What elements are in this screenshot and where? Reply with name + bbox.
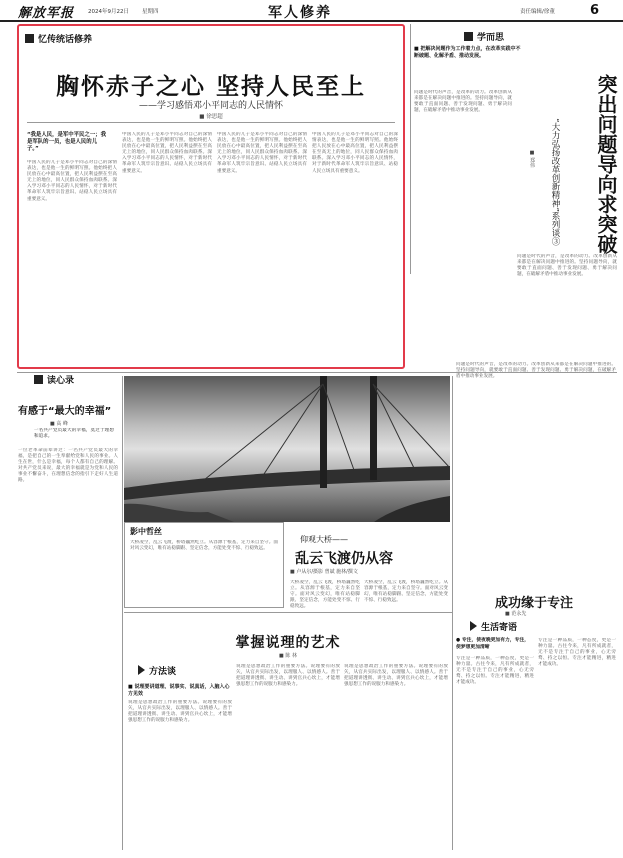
focus-body-col1: 专注是一种品质，一种态度，更是一种力量。古往今来，凡有所成就者，无不是专注于自己的事业，心无旁骛、持之以恒。专注才能精进，精进才能成功。 [456, 656, 534, 686]
square-icon [464, 32, 473, 41]
bridge-illustration [124, 376, 450, 522]
pull-quote: “我是人民，是军中平民之一；我是军队的一员，也是人民的儿子。” [27, 132, 107, 152]
xuemu-series: “大力弘扬改革创新精神”系列谈③ [550, 118, 560, 246]
reader-tag [34, 373, 74, 385]
article-body-col2: 中国人民的儿子是邓小平同志对自己的深情表达，也是他一生的鲜明写照。他始终把人民放在心中最高位置，把人民利益摆在至高无上的地位，同人民群众保持血肉联系。深入学习邓小平同志的人民情怀，对于新时代革命军人筑牢宗旨意识、站稳人民立场具有重要意义。 [122, 132, 212, 174]
column-divider [122, 376, 123, 850]
photo-caption-text: 大桥凌空，乱云飞渡，桥塔巍然屹立。从容源于根基，定力来自坚守。面对风云变幻，唯有站稳脚跟、坚定信念，方能处变不惊、行稳致远。 [130, 540, 278, 552]
method-lead: ■ 说理要讲道理、说事实、说真话，入脑入心方见效 [128, 684, 230, 697]
xuemu-body-col1: 问题是时代的声音，是改革的动力。改革创新从来都是在解决问题中推进的。坚持问题导向，就要敢于直面问题、善于发现问题、勇于解决问题，在破解矛盾中推动事业发展。 [414, 90, 512, 114]
focus-author: ■ 范永先 [505, 611, 527, 617]
article-body-col3: 中国人民的儿子是邓小平同志对自己的深情表达，也是他一生的鲜明写照。他始终把人民放在心中最高位置，把人民利益摆在至高无上的地位，同人民群众保持血肉联系。深入学习邓小平同志的人民情怀，对于新时代革命军人筑牢宗旨意识、站稳人民立场具有重要意义。 [217, 132, 307, 174]
reader-lead: 一名共产党员最大的幸福，莫过于理想和追求。 [34, 428, 114, 440]
section-divider [124, 612, 452, 613]
photo-title: 乱云飞渡仍从容 [295, 551, 393, 567]
focus-lead: ● 专注，使夜晚更加有力，专注，使梦想更加清晰 [456, 638, 530, 650]
xuemu-lead: ■ 把解决问题作为工作着力点，在改革实践中不断破题、化解矛盾、推动发展。 [414, 46, 521, 59]
article-body-col1: 中国人民的儿子是邓小平同志对自己的深情表达，也是他一生的鲜明写照。他始终把人民放在心中最高位置，把人民利益摆在至高无上的地位，同人民群众保持血肉联系。深入学习邓小平同志的人民情怀，对于新时代革命军人筑牢宗旨意识、站稳人民立场具有重要意义。 [27, 160, 117, 202]
square-icon [34, 375, 43, 384]
reader-author: ■ 高 峰 [50, 421, 68, 427]
issue-date: 2024年9月22日 [88, 9, 129, 15]
method-title: 掌握说理的艺术 [235, 635, 341, 651]
featured-article [17, 24, 405, 369]
method-tag [138, 664, 176, 676]
column-divider [410, 24, 411, 274]
article-author: ■ 徐思超 [199, 114, 223, 120]
column-tag-label: 忆传统话修养 [38, 34, 93, 45]
article-body-col4: 中国人民的儿子是邓小平同志对自己的深情表达，也是他一生的鲜明写照。他始终把人民放在心中最高位置，把人民利益摆在至高无上的地位，同人民群众保持血肉联系。深入学习邓小平同志的人民情怀，对于新时代革命军人筑牢宗旨意识、站稳人民立场具有重要意义。 [312, 132, 398, 174]
article-title: 胸怀赤子之心 坚持人民至上 [55, 74, 366, 100]
square-icon [25, 34, 34, 43]
focus-body-col2: 专注是一种品质，一种态度，更是一种力量。古往今来，凡有所成就者，无不是专注于自己的事业，心无旁骛、持之以恒。专注才能精进，精进才能成功。 [538, 638, 616, 668]
photo-body-col2: 大桥凌空，乱云飞渡，桥塔巍然屹立。从容源于根基，定力来自坚守。面对风云变幻，唯有站稳脚跟、坚定信念，方能处变不惊、行稳致远。 [364, 580, 448, 604]
masthead [0, 0, 623, 22]
page-number: 6 [590, 3, 600, 18]
xuemu-author: ■ 郑伟 [529, 150, 535, 168]
article-subtitle: ——学习感悟邓小平同志的人民情怀 [138, 101, 283, 111]
section-title: 军人修养 [268, 5, 332, 21]
column-tag [25, 32, 92, 44]
reader-title: 有感于“最大的幸福” [18, 406, 112, 417]
xuemu-body-col3: 问题是时代的声音，是改革的动力。改革创新从来都是在解决问题中推进的。坚持问题导向，就要敢于直面问题、善于发现问题、勇于解决问题，在破解矛盾中推动事业发展。 [456, 362, 616, 380]
xuemu-title: 突出问题导向求突破 [594, 74, 618, 254]
photo-tag: 影中哲丝 [130, 527, 162, 536]
photo-sub-caption: 仰观大桥—— [300, 535, 348, 544]
xuemu-tag [464, 30, 504, 42]
bridge-photo [124, 376, 450, 522]
photo-credit: ■ 卢从尔/摄影 曾斌 施林/撰文 [290, 569, 358, 575]
issue-weekday: 星期四 [142, 9, 159, 15]
triangle-icon [470, 621, 477, 631]
xuemu-tag-label: 学而思 [477, 32, 505, 43]
focus-title: 成功缘于专注 [494, 596, 573, 611]
focus-tag [470, 620, 517, 632]
method-body-col3: 说理是思想政治工作的重要方法。说理要有的放矢，从官兵实际出发，以理服人、以情感人。善于把道理讲透彻、讲生动、讲到官兵心坎上，才能增强思想工作的说服力和感染力。 [344, 664, 448, 688]
xuemu-body-col2: 问题是时代的声音，是改革的动力。改革创新从来都是在解决问题中推进的。坚持问题导向，就要敢于直面问题、善于发现问题、勇于解决问题，在破解矛盾中推动事业发展。 [517, 254, 617, 278]
reader-tag-label: 读心录 [47, 375, 75, 386]
method-body-col2: 说理是思想政治工作的重要方法。说理要有的放矢，从官兵实际出发，以理服人、以情感人。善于把道理讲透彻、讲生动、讲到官兵心坎上，才能增强思想工作的说服力和感染力。 [236, 664, 340, 688]
photo-body-col1: 大桥凌空，乱云飞渡，桥塔巍然屹立。从容源于根基，定力来自坚守。面对风云变幻，唯有站稳脚跟、坚定信念，方能处变不惊、行稳致远。 [290, 580, 360, 610]
newspaper-logo: 解放军报 [18, 6, 75, 21]
reader-body: 一位老革命前辈讲过：一名共产党员最大的幸福，是把自己的一生奉献给党和人民的事业。人生在世，什么是幸福，每个人都有自己的理解。对共产党员来说，最大的幸福就是为党和人民的事业不懈奋斗，在理想信念的指引下走好人生道路。 [18, 448, 118, 484]
method-author: ■ 陈 林 [279, 653, 297, 659]
photo-caption-box [124, 522, 284, 608]
title-divider [27, 122, 395, 123]
focus-tag-label: 生活寄语 [481, 622, 518, 633]
editor-credit: 责任编辑/徐董 [520, 9, 555, 15]
triangle-icon [138, 665, 145, 675]
column-divider [452, 376, 453, 850]
method-tag-label: 方法谈 [149, 666, 177, 677]
method-body-col1: 说理是思想政治工作的重要方法。说理要有的放矢，从官兵实际出发，以理服人、以情感人。善于把道理讲透彻、讲生动、讲到官兵心坎上，才能增强思想工作的说服力和感染力。 [128, 700, 232, 724]
